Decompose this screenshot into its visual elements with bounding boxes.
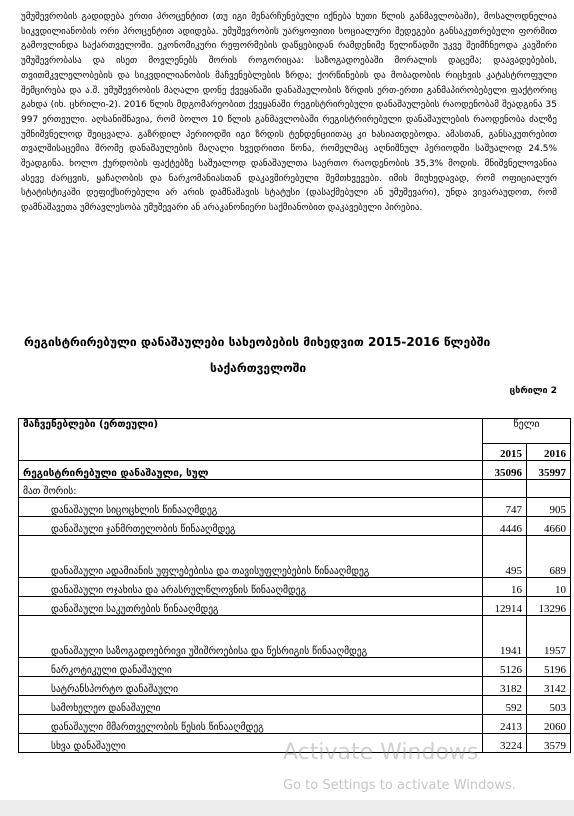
row-2015: 3182	[483, 677, 527, 696]
table-row	[19, 578, 571, 597]
bottom-gray-strip	[0, 800, 574, 816]
row-2015: 4446	[483, 517, 527, 536]
row-2015: 3224	[483, 734, 527, 753]
row-label: დანაშაული ადამიანის უფლებებისა და თავისუფლებების წინააღმდეგ	[19, 536, 483, 578]
row-2015: 16	[483, 578, 527, 597]
table-title-continuation: საქართველოში	[210, 361, 307, 375]
table-row	[19, 597, 571, 616]
row-label: სატრანსპორტო დანაშაული	[19, 677, 483, 696]
row-2015: 1941	[483, 616, 527, 658]
row-label: დანაშაული სიცოცხლის წინააღმდეგ	[19, 498, 483, 517]
total-2015: 35096	[483, 461, 527, 480]
crime-statistics-table	[18, 418, 571, 753]
row-2016: 1957	[527, 616, 571, 658]
row-2016: 13296	[527, 597, 571, 616]
activate-windows-hint: Go to Settings to activate Windows.	[283, 778, 516, 793]
table-subhead-row	[19, 480, 571, 498]
total-2016: 35997	[527, 461, 571, 480]
row-label: სხვა დანაშაული	[19, 734, 483, 753]
row-2016: 503	[527, 696, 571, 715]
header-year-2015: 2015	[483, 444, 527, 461]
row-2016: 3142	[527, 677, 571, 696]
table-row	[19, 498, 571, 517]
row-2015: 592	[483, 696, 527, 715]
row-label: დანაშაული ოჯახისა და არასრულწლოვნის წინააღმდეგ	[19, 578, 483, 597]
subhead-label: მათ შორის:	[19, 480, 483, 498]
table-row	[19, 696, 571, 715]
row-2015: 5126	[483, 658, 527, 677]
header-year: წელი	[483, 419, 571, 444]
table-number-label: ცხრილი 2	[509, 386, 557, 396]
subhead-2016	[527, 480, 571, 498]
row-label: დანაშაული საკუთრების წინააღმდეგ	[19, 597, 483, 616]
table-row	[19, 658, 571, 677]
table-header-row	[19, 419, 571, 444]
table-row	[19, 536, 571, 578]
table-total-row	[19, 461, 571, 480]
header-indicator: მაჩვენებლები (ერთეული)	[19, 419, 483, 461]
table-row	[19, 517, 571, 536]
row-2016: 2060	[527, 715, 571, 734]
header-year-2016: 2016	[527, 444, 571, 461]
total-label: რეგისტრირებული დანაშაული, სულ	[19, 461, 483, 480]
row-2016: 5196	[527, 658, 571, 677]
table-row	[19, 677, 571, 696]
row-2016: 10	[527, 578, 571, 597]
row-2016: 905	[527, 498, 571, 517]
row-label: დანაშაული საზოგადოებრივი უშიშროებისა და წესრიგის წინააღმდეგ	[19, 616, 483, 658]
table-row	[19, 616, 571, 658]
row-label: ნარკოტიკული დანაშაული	[19, 658, 483, 677]
subhead-2015	[483, 480, 527, 498]
row-2015: 12914	[483, 597, 527, 616]
row-2015: 747	[483, 498, 527, 517]
row-2015: 495	[483, 536, 527, 578]
table-row	[19, 715, 571, 734]
row-2016: 4660	[527, 517, 571, 536]
row-2015: 2413	[483, 715, 527, 734]
row-2016: 3579	[527, 734, 571, 753]
table-title: რეგისტრირებული დანაშაულები სახეობების მიხედვით 2015-2016 წლებში	[24, 335, 491, 349]
row-label: დანაშაული მმართველობის წესის წინააღმდეგ	[19, 715, 483, 734]
row-label: სამოხელეო დანაშაული	[19, 696, 483, 715]
body-paragraph: უმუშევრობის გადიდება ერთი პროცენტით (თუ იგი მენარჩუნებული იქნება ხუთი წლის განმავლობაში), მოსალოდნელია სიკვდილიანობის ორი პროცენტით ადიდება. უმუშევრობის უარყოფითი სოციალური შედეგები განსაკუთრებული ფორმით გამოვლინდა საქართველოში. ეკონომიკური რეფორმების დაწყებიდან რამდენიმე წელიწადში უკვე შეიმჩნეოდა კავშირი უმუშევრობასა და ისეთ მოვლენებს შორის როგორიცაა: საზოგადოებაში მორალის დაცემა; დაავადებების, თვითმკვლელობების და სიკვდილიანობის მაჩვენებლების ზრდა; ქორწინების და მობადობის რიცხვის კატასტროფული შემცირება და ა.შ. უმუშევრობის მაღალი დონე ქვეყანაში დანაშაულობის ზრდის ერთ-ერთი განმაპირობებელი ფაქტორიც გახდა (იხ. ცხრილი-2). 2016 წლის მდგომარეობით ქვეყანაში რეგისტრირებული დანაშაულების რაოდენობამ შეადგინა 35 997 ერთეული. აღსანიშნავია, რომ ბოლო 10 წლის განმავლობაში რეგისტრირებული დანაშაულების რაოდენობა ძალზე უმნიშვნელოდ შეიცვალა. გაზრდილ პერიოდში იგი ზრდის ტენდენციითაც კი ხასიათდებოდა. ამასთან, განსაკუთრებით თვალშისაცემია შრომე დანაშაულების მაღალი ხვედრითი წონა, რომელმაც აღნიშნულ პერიოდში საშუალოდ 24.5% შეადგინა. ხოლო ქურდობის ფაქტებზე საშუალოდ დანაშაულთა საერთო რაოდენობის 35,3% მოდის. მნიშვნელოვანია ასევე ძარცვის, ყაჩაღობის და ნარკომანიასთან დაკავშირებული შემთხვევები. იმის მიუხედავად, რომ ოფიციალურ სტატისტიკაში დეფიქსირებული არ არის დამნაშავის სტატუსი (დასაქმებული ან უმუშევარი), უნდა ვივარაუდოთ, რომ დამნაშავეთა უმრავლესობა უმუშევარი ან არაკანონიერი საქმიანობით დაკავებული პირებია.	[21, 12, 557, 214]
row-2016: 689	[527, 536, 571, 578]
activate-windows-watermark: Activate Windows	[283, 740, 479, 765]
row-label: დანაშაული ჯანმრთელობის წინააღმდეგ	[19, 517, 483, 536]
